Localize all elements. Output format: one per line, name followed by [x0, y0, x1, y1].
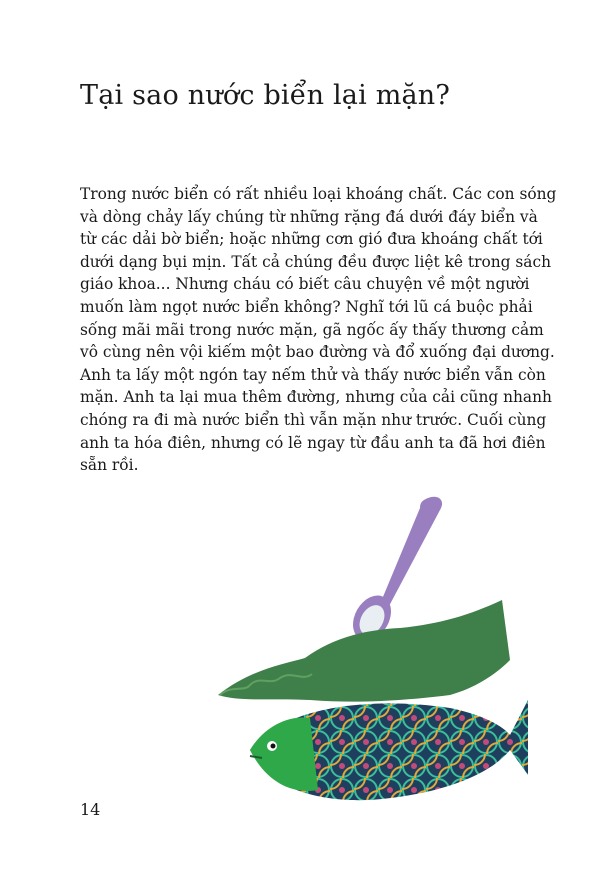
- body-line: dưới dạng bụi mịn. Tất cả chúng đều được liệt kê trong sách: [80, 252, 551, 271]
- fish-head: [250, 717, 318, 790]
- body-line: mặn. Anh ta lại mua thêm đường, nhưng của cải cũng nhanh: [80, 388, 552, 407]
- body-paragraph: [80, 183, 557, 477]
- page-number: 14: [80, 800, 101, 819]
- page-title: Tại sao nước biển lại mặn?: [80, 80, 451, 111]
- body-line: chóng ra đi mà nước biển thì vẫn mặn như trước. Cuối cùng: [80, 410, 547, 429]
- body-line: từ các dải bờ biển; hoặc những cơn gió đưa khoáng chất tới: [80, 230, 543, 249]
- body-line: vô cùng nên vội kiếm một bao đường và đổ xuống đại dương.: [80, 343, 555, 362]
- body-line: và dòng chảy lấy chúng từ những rặng đá dưới đáy biển và: [80, 207, 538, 226]
- body-line: anh ta hóa điên, nhưng có lẽ ngay từ đầu anh ta đã hơi điên: [80, 433, 546, 452]
- fish-pupil: [271, 744, 276, 749]
- spoon-handle: [380, 497, 442, 608]
- body-line: Trong nước biển có rất nhiều loại khoáng chất. Các con sóng: [80, 185, 557, 203]
- body-line: giáo khoa... Nhưng cháu có biết câu chuyện về một người: [80, 275, 530, 294]
- body-line: Anh ta lấy một ngón tay nếm thử và thấy nước biển vẫn còn: [80, 365, 546, 384]
- body-line: sẵn rồi.: [80, 456, 139, 475]
- body-line: sống mãi mãi trong nước mặn, gã ngốc ấy thấy thương cảm: [80, 320, 544, 339]
- body-line: muốn làm ngọt nước biển không? Nghĩ tới lũ cá buộc phải: [80, 297, 533, 316]
- fish-spoon-illustration: [210, 490, 530, 820]
